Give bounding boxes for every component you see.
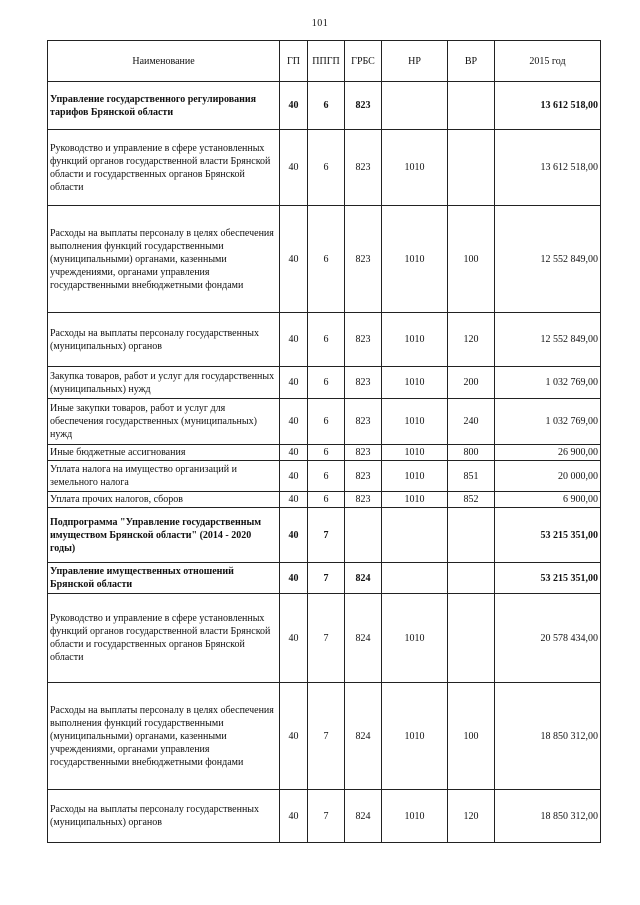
table-row	[48, 367, 601, 399]
row-gp: 40	[280, 206, 308, 313]
row-grbs: 823	[345, 445, 382, 461]
row-amount: 53 215 351,00	[495, 563, 601, 594]
row-name: Иные закупки товаров, работ и услуг для обеспечения государственных (муниципальных) нужд	[48, 399, 280, 445]
row-gp: 40	[280, 445, 308, 461]
row-amount: 13 612 518,00	[495, 82, 601, 130]
row-gp: 40	[280, 313, 308, 367]
row-name: Уплата налога на имущество организаций и земельного налога	[48, 461, 280, 492]
row-nr: 1010	[382, 461, 448, 492]
row-grbs: 824	[345, 563, 382, 594]
row-gp: 40	[280, 82, 308, 130]
row-amount: 6 900,00	[495, 492, 601, 508]
row-amount: 53 215 351,00	[495, 508, 601, 563]
row-amount: 18 850 312,00	[495, 790, 601, 843]
row-grbs: 823	[345, 206, 382, 313]
row-amount: 20 578 434,00	[495, 594, 601, 683]
row-ppgp: 6	[308, 461, 345, 492]
row-nr: 1010	[382, 367, 448, 399]
row-ppgp: 7	[308, 790, 345, 843]
row-name: Подпрограмма "Управление государственным имуществом Брянской области" (2014 - 2020 годы)	[48, 508, 280, 563]
row-vr: 852	[448, 492, 495, 508]
row-amount: 12 552 849,00	[495, 313, 601, 367]
row-gp: 40	[280, 492, 308, 508]
table-row	[48, 563, 601, 594]
row-nr	[382, 563, 448, 594]
table-row	[48, 82, 601, 130]
row-nr	[382, 508, 448, 563]
row-amount: 18 850 312,00	[495, 683, 601, 790]
row-amount: 20 000,00	[495, 461, 601, 492]
row-vr	[448, 130, 495, 206]
row-name: Управление государственного регулирования тарифов Брянской области	[48, 82, 280, 130]
row-grbs: 823	[345, 130, 382, 206]
row-amount: 1 032 769,00	[495, 367, 601, 399]
row-ppgp: 7	[308, 594, 345, 683]
row-nr: 1010	[382, 492, 448, 508]
row-amount: 1 032 769,00	[495, 399, 601, 445]
row-name: Закупка товаров, работ и услуг для государственных (муниципальных) нужд	[48, 367, 280, 399]
row-vr: 100	[448, 683, 495, 790]
row-vr	[448, 594, 495, 683]
row-nr	[382, 82, 448, 130]
row-grbs: 824	[345, 790, 382, 843]
row-name: Расходы на выплаты персоналу в целях обеспечения выполнения функций государственными (муниципальными) органами, казенными учреждениями, органами управления государственными внебюджетными фондами	[48, 683, 280, 790]
row-nr: 1010	[382, 683, 448, 790]
table-row	[48, 683, 601, 790]
table-row	[48, 492, 601, 508]
row-name: Руководство и управление в сфере установленных функций органов государственной власти Брянской области и государственных органов Брянской области	[48, 594, 280, 683]
row-vr: 851	[448, 461, 495, 492]
table-row	[48, 206, 601, 313]
row-name: Руководство и управление в сфере установленных функций органов государственной власти Брянской области и государственных органов Брянской области	[48, 130, 280, 206]
row-ppgp: 6	[308, 313, 345, 367]
table-header-row	[48, 41, 601, 82]
row-vr: 800	[448, 445, 495, 461]
row-gp: 40	[280, 461, 308, 492]
table-row	[48, 445, 601, 461]
row-ppgp: 6	[308, 130, 345, 206]
table-row	[48, 461, 601, 492]
col-header-ppgp: ППГП	[308, 41, 345, 82]
row-ppgp: 7	[308, 563, 345, 594]
row-name: Расходы на выплаты персоналу в целях обеспечения выполнения функций государственными (муниципальными) органами, казенными учреждениями, органами управления государственными внебюджетными фондами	[48, 206, 280, 313]
row-ppgp: 6	[308, 492, 345, 508]
row-vr	[448, 508, 495, 563]
row-grbs: 823	[345, 399, 382, 445]
budget-table	[47, 40, 601, 843]
col-header-year: 2015 год	[495, 41, 601, 82]
row-grbs: 823	[345, 82, 382, 130]
row-gp: 40	[280, 683, 308, 790]
row-amount: 13 612 518,00	[495, 130, 601, 206]
row-ppgp: 7	[308, 683, 345, 790]
row-grbs: 823	[345, 367, 382, 399]
table-row	[48, 399, 601, 445]
row-grbs: 824	[345, 594, 382, 683]
row-amount: 12 552 849,00	[495, 206, 601, 313]
row-nr: 1010	[382, 790, 448, 843]
row-vr: 120	[448, 313, 495, 367]
row-grbs: 823	[345, 461, 382, 492]
row-nr: 1010	[382, 594, 448, 683]
col-header-nr: НР	[382, 41, 448, 82]
row-vr: 100	[448, 206, 495, 313]
row-name: Управление имущественных отношений Брянской области	[48, 563, 280, 594]
col-header-vr: ВР	[448, 41, 495, 82]
table-row	[48, 313, 601, 367]
row-vr	[448, 563, 495, 594]
row-grbs: 823	[345, 492, 382, 508]
row-vr	[448, 82, 495, 130]
col-header-gp: ГП	[280, 41, 308, 82]
row-ppgp: 6	[308, 206, 345, 313]
row-name: Расходы на выплаты персоналу государственных (муниципальных) органов	[48, 790, 280, 843]
row-nr: 1010	[382, 445, 448, 461]
row-vr: 240	[448, 399, 495, 445]
page-number: 101	[311, 18, 329, 29]
row-gp: 40	[280, 367, 308, 399]
row-gp: 40	[280, 594, 308, 683]
row-nr: 1010	[382, 130, 448, 206]
row-ppgp: 6	[308, 399, 345, 445]
row-nr: 1010	[382, 206, 448, 313]
table-row	[48, 594, 601, 683]
row-gp: 40	[280, 130, 308, 206]
table-row	[48, 508, 601, 563]
row-gp: 40	[280, 508, 308, 563]
row-amount: 26 900,00	[495, 445, 601, 461]
table-row	[48, 130, 601, 206]
row-name: Уплата прочих налогов, сборов	[48, 492, 280, 508]
row-nr: 1010	[382, 399, 448, 445]
table-row	[48, 790, 601, 843]
row-ppgp: 6	[308, 82, 345, 130]
row-vr: 200	[448, 367, 495, 399]
row-grbs	[345, 508, 382, 563]
row-ppgp: 6	[308, 367, 345, 399]
row-grbs: 823	[345, 313, 382, 367]
row-vr: 120	[448, 790, 495, 843]
row-grbs: 824	[345, 683, 382, 790]
row-gp: 40	[280, 563, 308, 594]
col-header-name: Наименование	[48, 41, 280, 82]
row-name: Иные бюджетные ассигнования	[48, 445, 280, 461]
row-ppgp: 7	[308, 508, 345, 563]
row-name: Расходы на выплаты персоналу государственных (муниципальных) органов	[48, 313, 280, 367]
row-nr: 1010	[382, 313, 448, 367]
row-gp: 40	[280, 790, 308, 843]
row-ppgp: 6	[308, 445, 345, 461]
col-header-grbs: ГРБС	[345, 41, 382, 82]
row-gp: 40	[280, 399, 308, 445]
